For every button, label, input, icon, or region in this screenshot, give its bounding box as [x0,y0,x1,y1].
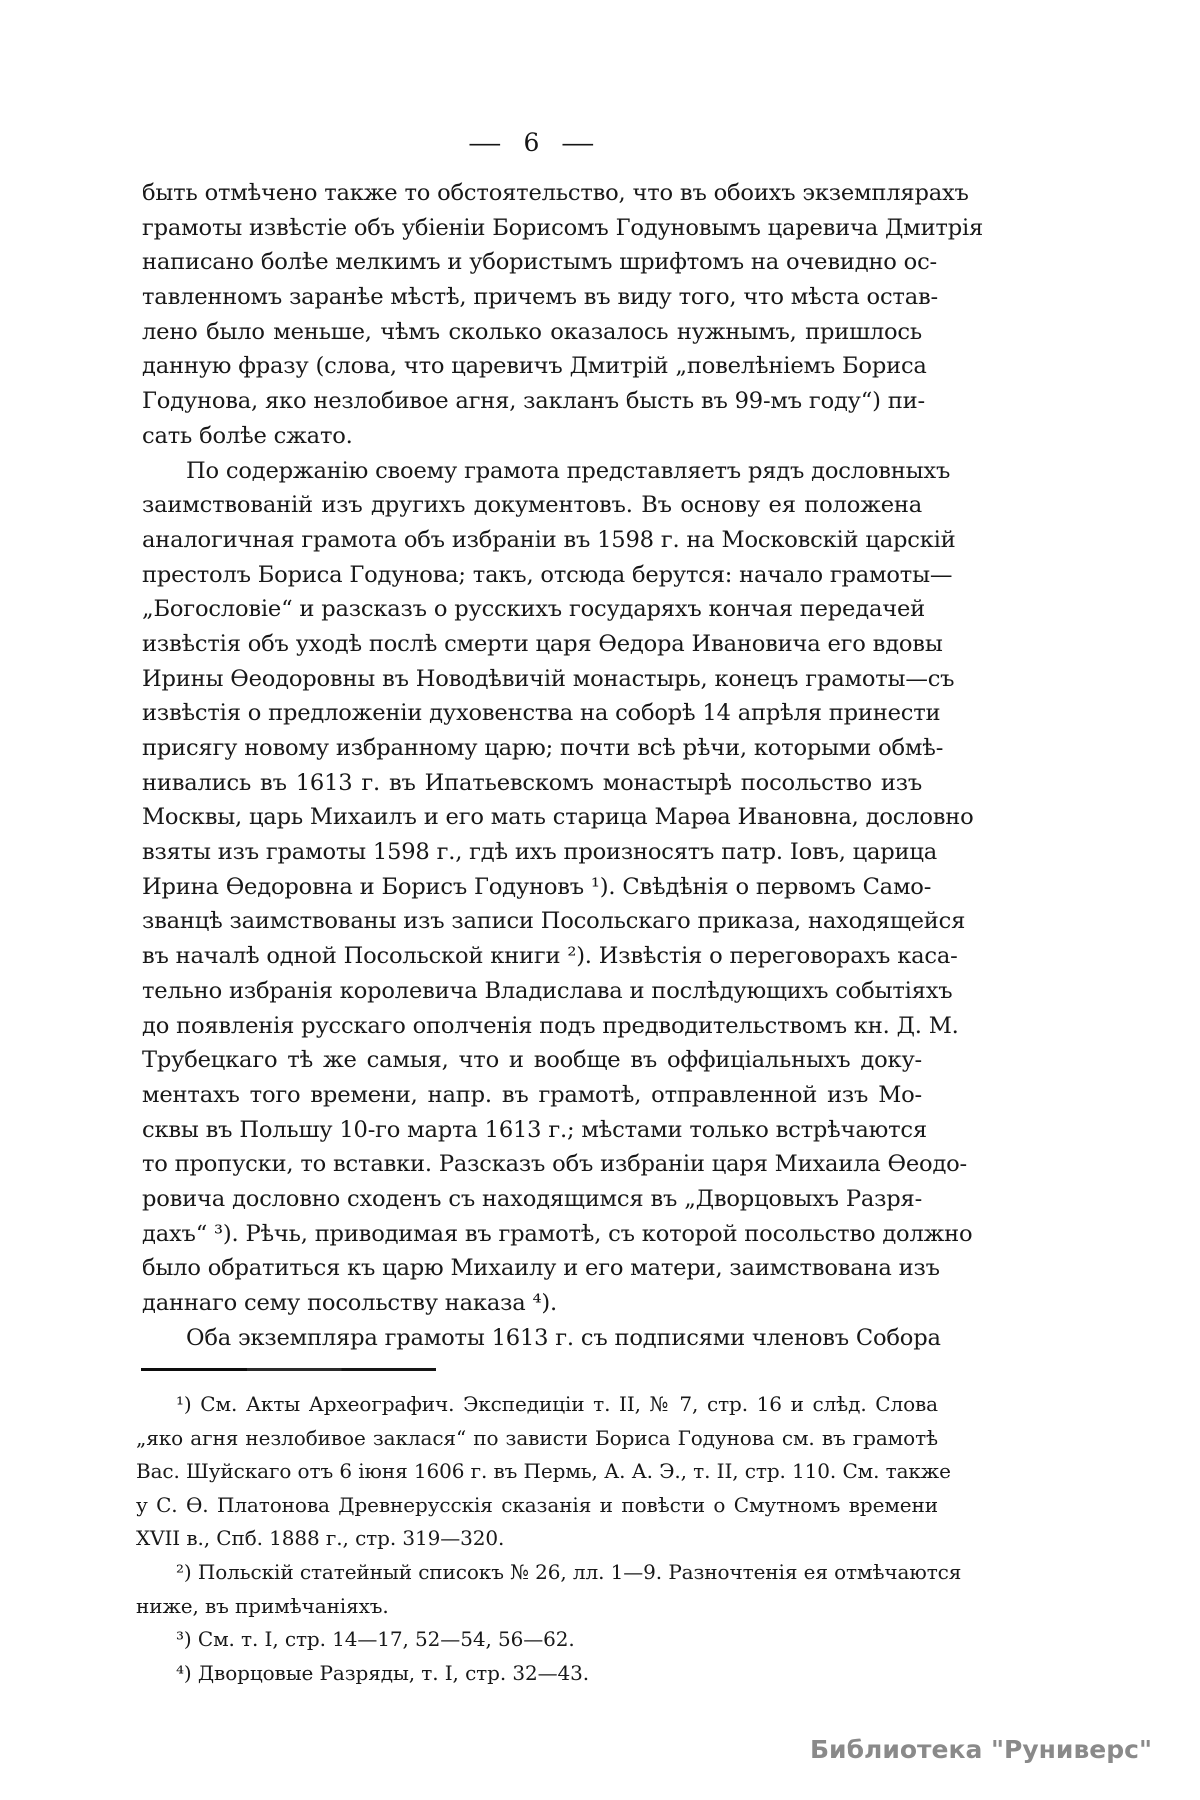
text-line: извѣстія объ уходѣ послѣ смерти царя Ѳедора Ивановича его вдовы [142,630,943,657]
text-line: „яко агня незлобивое заклася“ по зависти Бориса Годунова см. въ грамотѣ [136,1425,938,1450]
text-line: у С. Ѳ. Платонова Древнерусскія сказанія и повѣсти о Смутномъ времени [136,1492,938,1517]
text-line: присягу новому избранному царю; почти всѣ рѣчи, которыми обмѣ- [142,735,944,761]
library-watermark: Библиотека "Руниверс" [810,1735,1152,1764]
footnote-separator [141,1368,436,1371]
text-line: ⁴) Дворцовые Разряды, т. I, стр. 32—43. [176,1660,590,1685]
text-line: въ началѣ одной Посольской книги ²). Извѣстія о переговорахъ каса- [142,943,958,970]
text-line: ниже, въ примѣчаніяхъ. [136,1593,389,1618]
text-line: Годунова, яко незлобивое агня, закланъ бысть въ 99-мъ году“) пи- [142,388,925,415]
text-line: дахъ“ ³). Рѣчь, приводимая въ грамотѣ, съ которой посольство должно [142,1220,973,1247]
text-line: лено было меньше, чѣмъ сколько оказалось нужнымъ, пришлось [142,318,922,345]
text-line: ¹) См. Акты Археографич. Экспедиціи т. II, № 7, стр. 16 и слѣд. Слова [176,1392,938,1416]
header-dash-right: — [561,129,597,157]
text-line: „Богословіе“ и разсказъ о русскихъ государяхъ кончая передачей [142,596,925,623]
text-line: заимствованій изъ другихъ документовъ. Въ основу ея положена [142,492,922,519]
header-dash-left: — [467,129,503,157]
text-line: аналогичная грамота объ избраніи въ 1598 г. на Московскій царскій [142,526,956,553]
page-number [142,128,922,157]
text-line: грамоты извѣстіе объ убіеніи Борисомъ Годуновымъ царевича Дмитрія [142,214,984,241]
text-line: ³) См. т. I, стр. 14—17, 52—54, 56—62. [176,1627,575,1652]
text-line: Оба экземпляра грамоты 1613 г. съ подписями членовъ Собора [186,1324,941,1351]
text-line: данную фразу (слова, что царевичъ Дмитрій „повелѣніемъ Бориса [142,353,927,380]
text-line: Ирины Ѳеодоровны въ Новодѣвичій монастырь, конецъ грамоты—съ [142,665,955,692]
body-text [142,176,984,1355]
text-line: то пропуски, то вставки. Разсказъ объ избраніи царя Михаила Ѳеодо- [142,1151,967,1178]
text-line: тавленномъ заранѣе мѣстѣ, причемъ въ виду того, что мѣста остав- [142,284,938,311]
text-line: сквы въ Польшу 10-го марта 1613 г.; мѣстами только встрѣчаются [142,1116,927,1143]
text-line: престолъ Бориса Годунова; такъ, отсюда берутся: начало грамоты— [142,561,953,588]
text-line: Москвы, царь Михаилъ и его мать старица Марѳа Ивановна, дословно [142,804,974,831]
text-line: ментахъ того времени, напр. въ грамотѣ, отправленной изъ Мо- [142,1081,922,1108]
text-line: званцѣ заимствованы изъ записи Посольскаго приказа, находящейся [142,908,966,935]
text-line: нивались въ 1613 г. въ Ипатьевскомъ монастырѣ посольство изъ [142,769,922,796]
text-line: написано болѣе мелкимъ и убористымъ шрифтомъ на очевидно ос- [142,249,937,276]
text-line: XVII в., Спб. 1888 г., стр. 319—320. [136,1526,505,1551]
text-line: даннаго сему посольству наказа ⁴). [142,1290,557,1316]
text-line: Трубецкаго тѣ же самыя, что и вообще въ оффиціальныхъ доку- [142,1047,922,1074]
text-line: Ирина Ѳедоровна и Борисъ Годуновъ ¹). Свѣдѣнія о первомъ Само- [142,873,932,900]
footnotes [136,1388,962,1690]
text-line: до появленія русскаго ополченія подъ предводительствомъ кн. Д. М. [142,1012,959,1039]
page-number-value: 6 [523,128,541,157]
text-line: тельно избранія королевича Владислава и послѣдующихъ событіяхъ [142,977,953,1004]
text-line: По содержанію своему грамота представляетъ рядъ дословныхъ [186,457,951,484]
text-line: извѣстія о предложеніи духовенства на соборѣ 14 апрѣля принести [142,700,941,727]
text-line: было обратиться къ царю Михаилу и его матери, заимствована изъ [142,1255,940,1282]
text-line: ²) Польскій статейный списокъ № 26, лл. 1—9. Разночтенія ея отмѣчаются [176,1559,962,1584]
text-line: ровича дословно сходенъ съ находящимся въ „Дворцовыхъ Разря- [142,1185,922,1212]
text-line: взяты изъ грамоты 1598 г., гдѣ ихъ произносятъ патр. Іовъ, царица [142,839,937,866]
text-line: сать болѣе сжато. [142,422,353,449]
text-line: Вас. Шуйскаго отъ 6 іюня 1606 г. въ Пермь, А. А. Э., т. II, стр. 110. См. также [136,1459,951,1484]
text-line: быть отмѣчено также то обстоятельство, что въ обоихъ экземплярахъ [142,180,969,206]
